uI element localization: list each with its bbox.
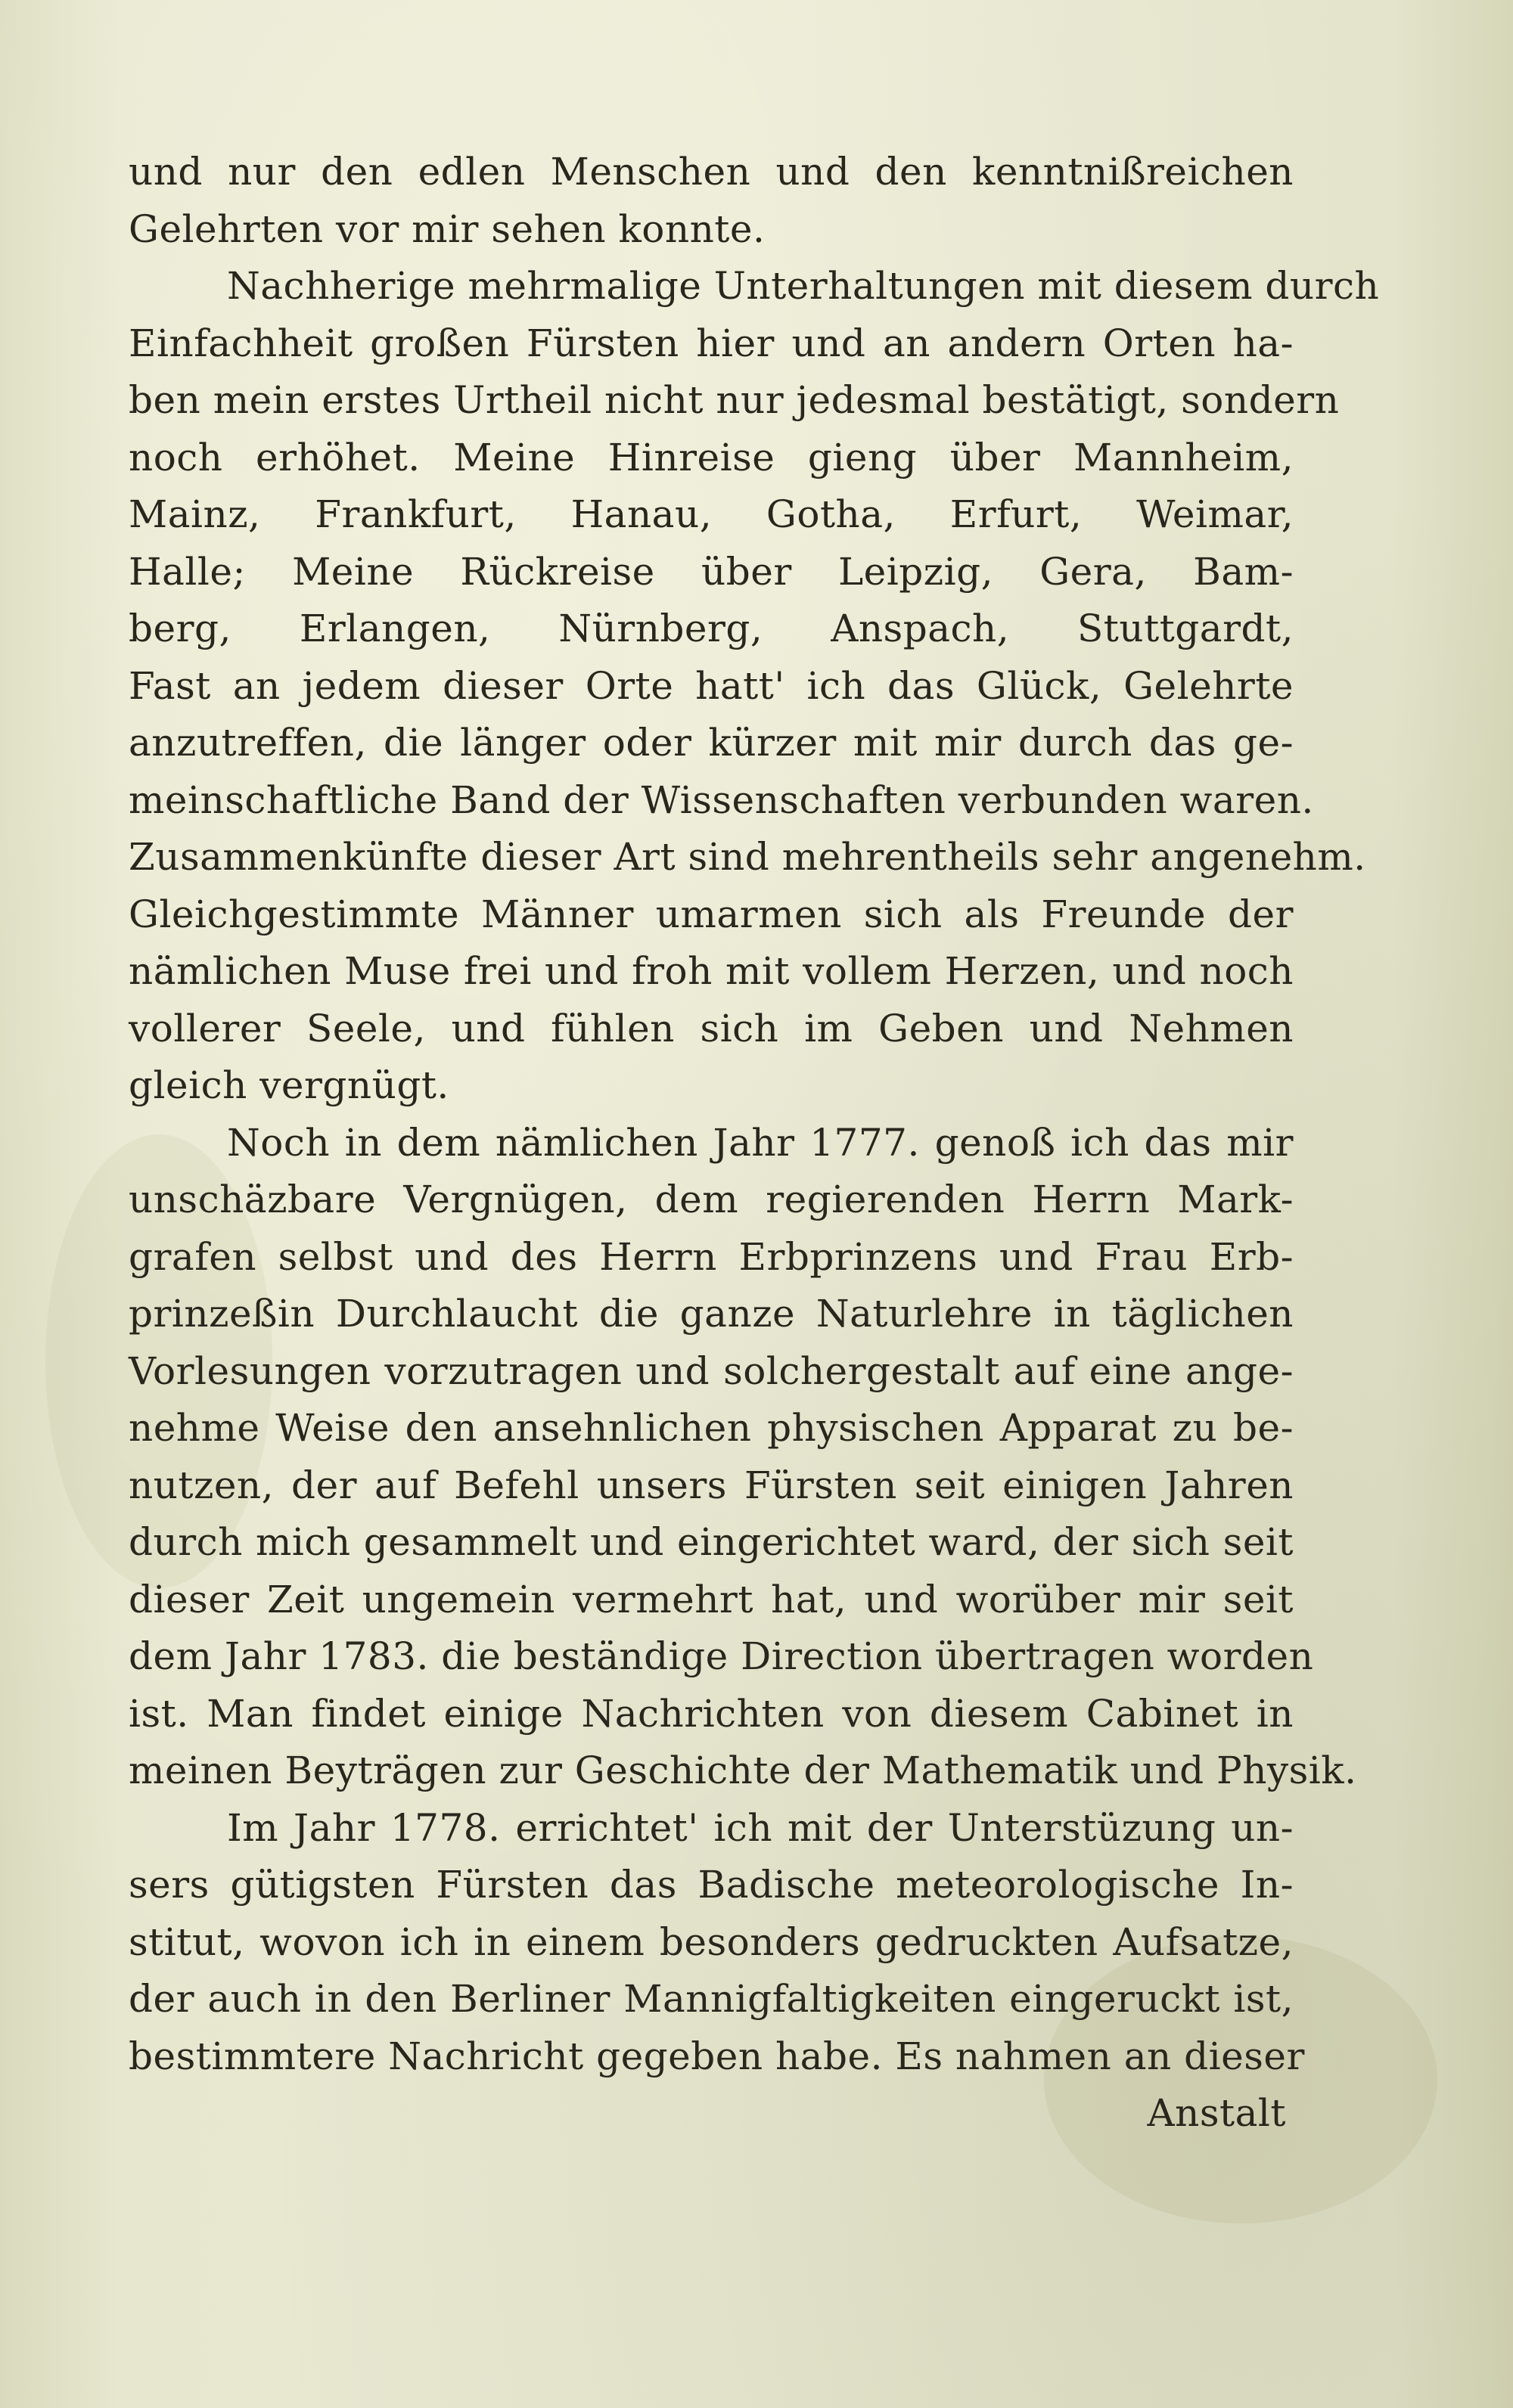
text-line: berg, Erlangen, Nürnberg, Anspach, Stuttgardt,	[129, 607, 1294, 650]
text-line: der auch in den Berliner Mannigfaltigkeiten eingeruckt ist,	[129, 1977, 1294, 2021]
text-line: prinzeßin Durchlaucht die ganze Naturlehre in täglichen	[129, 1292, 1294, 1336]
text-line: ben mein erstes Urtheil nicht nur jedesmal bestätigt, sondern	[129, 378, 1340, 422]
text-line: Einfachheit großen Fürsten hier und an andern Orten ha-	[129, 321, 1294, 365]
text-line: grafen selbst und des Herrn Erbprinzens und Frau Erb-	[129, 1234, 1294, 1279]
text-line: Zusammenkünfte dieser Art sind mehrentheils sehr angenehm.	[129, 835, 1366, 879]
text-line: Fast an jedem dieser Orte hatt' ich das Glück, Gelehrte	[129, 663, 1294, 708]
page-text	[129, 144, 1380, 2143]
text-line: Mainz, Frankfurt, Hanau, Gotha, Erfurt, Weimar,	[129, 492, 1294, 536]
text-line: Vorlesungen vorzutragen und solchergestalt auf eine ange-	[129, 1348, 1294, 1393]
text-line: meinschaftliche Band der Wissenschaften verbunden waren.	[129, 777, 1314, 822]
text-line: bestimmtere Nachricht gegeben habe. Es nahmen an dieser	[129, 2034, 1305, 2078]
text-line: anzutreffen, die länger oder kürzer mit mir durch das ge-	[129, 721, 1294, 765]
text-line: dieser Zeit ungemein vermehrt hat, und worüber mir seit	[129, 1577, 1294, 1621]
text-line: stitut, wovon ich in einem besonders gedruckten Aufsatze,	[129, 1919, 1294, 1964]
text-line: nämlichen Muse frei und froh mit vollem Herzen, und noch	[129, 949, 1294, 993]
text-line: meinen Beyträgen zur Geschichte der Mathematik und Physik.	[129, 1749, 1357, 1792]
text-line: nehme Weise den ansehnlichen physischen Apparat zu be-	[129, 1406, 1294, 1450]
text-line: Nachherige mehrmalige Unterhaltungen mit diesem durch	[227, 264, 1380, 308]
text-line: Gelehrten vor mir sehen konnte.	[129, 206, 766, 251]
catchword: Anstalt	[1147, 2091, 1286, 2135]
text-line: noch erhöhet. Meine Hinreise gieng über Mannheim,	[129, 435, 1294, 479]
text-line: dem Jahr 1783. die beständige Direction übertragen worden	[129, 1634, 1314, 1678]
text-line: durch mich gesammelt und eingerichtet ward, der sich seit	[129, 1520, 1294, 1564]
text-line: vollerer Seele, und fühlen sich im Geben und Nehmen	[129, 1006, 1294, 1050]
text-line: ist. Man findet einige Nachrichten von diesem Cabinet in	[129, 1691, 1294, 1736]
text-line: gleich vergnügt.	[129, 1063, 449, 1107]
text-line: nutzen, der auf Befehl unsers Fürsten seit einigen Jahren	[129, 1463, 1294, 1507]
text-line: sers gütigsten Fürsten das Badische meteorologische In-	[129, 1863, 1294, 1907]
text-line: Noch in dem nämlichen Jahr 1777. genoß ich das mir	[227, 1120, 1294, 1165]
text-line: Halle; Meine Rückreise über Leipzig, Gera, Bam-	[129, 549, 1294, 594]
text-line: unschäzbare Vergnügen, dem regierenden Herrn Mark-	[129, 1178, 1294, 1221]
text-line: und nur den edlen Menschen und den kenntnißreichen	[129, 150, 1294, 194]
text-line: Im Jahr 1778. errichtet' ich mit der Unterstüzung un-	[227, 1805, 1294, 1850]
text-line: Gleichgestimmte Männer umarmen sich als Freunde der	[129, 892, 1294, 936]
